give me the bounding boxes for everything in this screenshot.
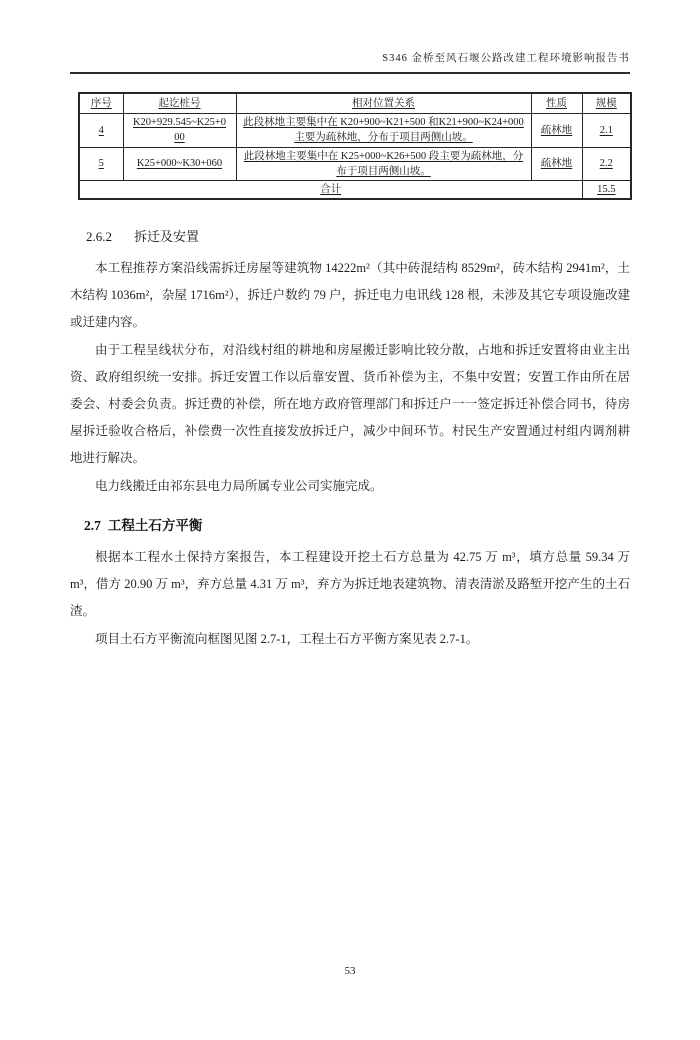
total-value: 15.5 [582,180,631,199]
cell-stake: K25+000~K30+060 [123,147,236,180]
col-header-relation: 相对位置关系 [236,93,531,113]
paragraph-demolition-3: 电力线搬迁由祁东县电力局所属专业公司实施完成。 [95,478,383,493]
cell-no: 5 [79,147,123,180]
section-title: 工程土石方平衡 [107,517,203,533]
cell-scale: 2.2 [582,147,631,180]
total-label: 合计 [79,180,582,199]
cell-no: 4 [79,113,123,147]
table-row [79,113,631,147]
table-row [79,147,631,180]
cell-relation: 此段林地主要集中在 K25+000~K26+500 段主要为疏林地，分布于项目两侧山坡。 [236,147,531,180]
section-heading-2-7 [84,514,630,534]
paragraph-earthwork-2: 项目土石方平衡流向框图见图 2.7-1，工程土石方平衡方案见表 2.7-1。 [95,631,479,646]
table-total-row [79,180,631,199]
paragraph-demolition-1: 本工程推荐方案沿线需拆迁房屋等建筑物 14222m²（其中砖混结构 8529m²，砖木结构 2941m²，土木结构 1036m²，杂屋 1716m²），拆迁户数约 79 户，拆迁电力电讯线 128 根，未涉及其它专项设施改建或迁建内容。 [70,260,630,329]
forest-land-table [78,92,632,200]
page-number: 53 [344,965,356,977]
col-header-no: 序号 [79,93,123,113]
section-heading-2-6-2 [86,226,630,245]
report-title: S346 金桥至风石堰公路改建工程环境影响报告书 [382,53,630,64]
col-header-stake: 起讫桩号 [123,93,236,113]
document-page [0,50,700,1040]
paragraph-earthwork-1: 根据本工程水土保持方案报告，本工程建设开挖土石方总量为 42.75 万 m³，填方总量 59.34 万 m³，借方 20.90 万 m³，弃方总量 4.31 万 m³，弃方为拆迁地表建筑物、清表清淤及路堑开挖产生的土石渣。 [70,549,630,618]
report-running-header [70,50,630,74]
section-number: 2.7 [84,517,101,533]
cell-nature: 疏林地 [531,113,582,147]
cell-scale: 2.1 [582,113,631,147]
col-header-nature: 性质 [531,93,582,113]
paragraph-demolition-2: 由于工程呈线状分布，对沿线村组的耕地和房屋搬迁影响比较分散，占地和拆迁安置将由业主出资、政府组织统一安排。拆迁安置工作以后靠安置、货币补偿为主，不集中安置；安置工作由所在居委会、村委会负责。拆迁费的补偿，所在地方政府管理部门和拆迁户一一签定拆迁补偿合同书，待房屋拆迁验收合格后，补偿费一次性直接发放拆迁户，减少中间环节。村民生产安置通过村组内调剂耕地进行解决。 [70,342,630,465]
cell-relation: 此段林地主要集中在 K20+900~K21+500 和K21+900~K24+000 主要为疏林地，分布于项目两侧山坡。 [236,113,531,147]
table-header-row [79,93,631,113]
cell-stake: K20+929.545~K25+000 [123,113,236,147]
section-title: 拆迁及安置 [134,228,200,244]
page-body [70,226,630,653]
section-number: 2.6.2 [86,228,112,244]
col-header-scale: 规模 [582,93,631,113]
cell-nature: 疏林地 [531,147,582,180]
